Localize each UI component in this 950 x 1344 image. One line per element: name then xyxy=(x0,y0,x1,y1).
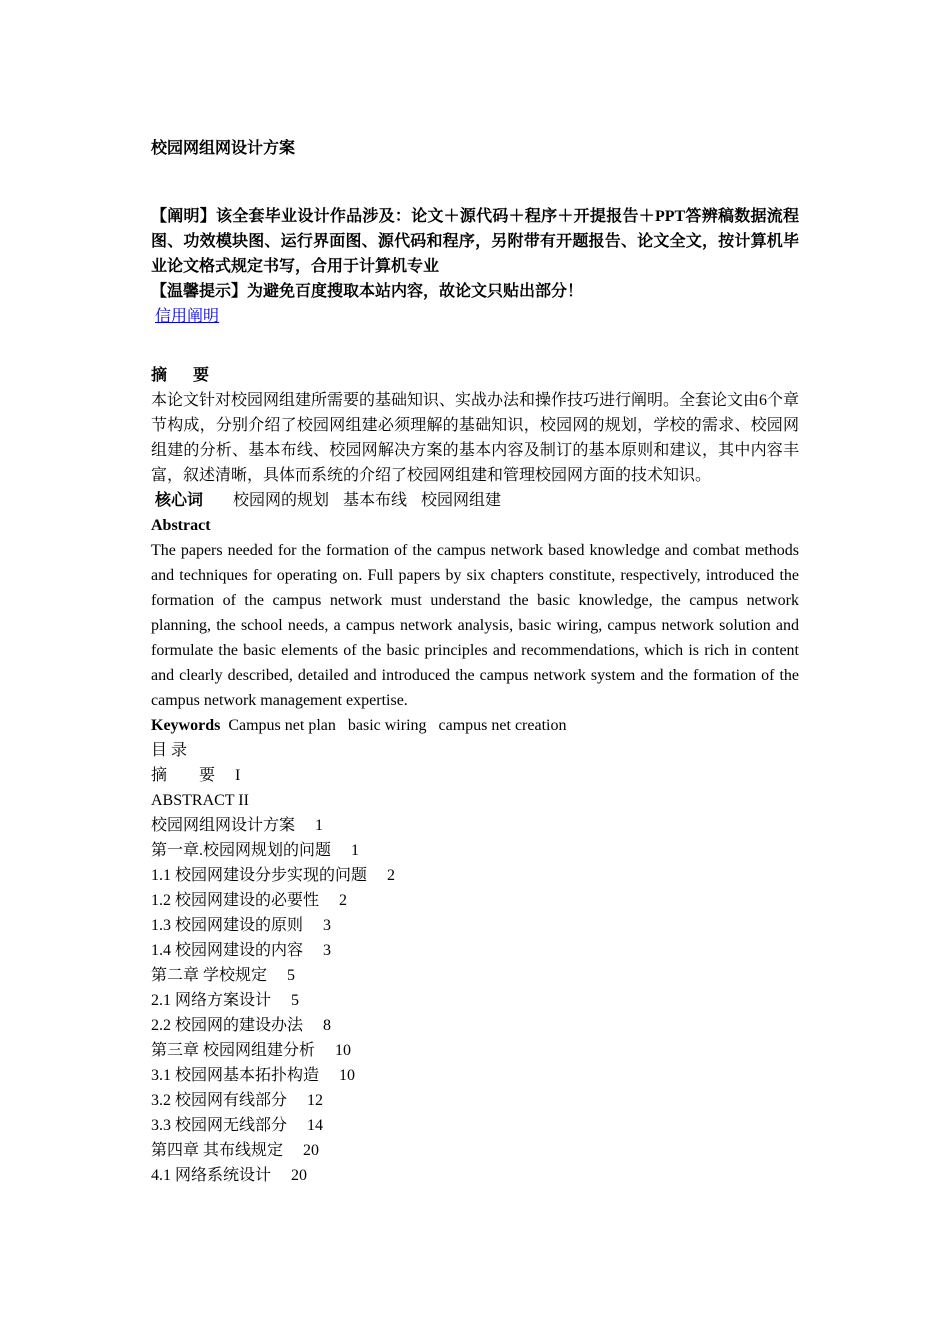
statement-label: 【阐明】 xyxy=(151,208,217,225)
toc-entry: 第三章 校园网组建分析 10 xyxy=(151,1042,352,1059)
toc-entry: 1.2 校园网建设的必要性 2 xyxy=(151,892,348,909)
toc-entry: 1.3 校园网建设的原则 3 xyxy=(151,917,332,934)
credit-statement-link[interactable]: 信用阐明 xyxy=(155,308,220,325)
toc-entry: 校园网组网设计方案 1 xyxy=(151,817,324,834)
toc-entry: 第四章 其布线规定 20 xyxy=(151,1142,320,1159)
toc-entry: ABSTRACT II xyxy=(151,792,249,809)
toc-entry: 2.1 网络方案设计 5 xyxy=(151,992,300,1009)
abstract-keywords xyxy=(151,713,799,738)
en-keywords-label: Keywords xyxy=(151,717,221,734)
summary-heading-char2: 要 xyxy=(193,367,210,384)
toc-entry: 摘 要 I xyxy=(151,767,241,784)
statement-text: 该全套毕业设计作品涉及：论文＋源代码＋程序＋开提报告＋PPT答辨稿数据流程图、功效模块图、运行界面图、源代码和程序，另附带有开题报告、论文全文，按计算机毕业论文格式规定书写，合用于计算机专业 xyxy=(151,208,799,275)
toc-heading: 目 录 xyxy=(151,742,188,759)
tip-paragraph xyxy=(151,279,799,304)
spacer xyxy=(151,329,799,363)
abstract-heading: Abstract xyxy=(151,517,211,534)
keyword: 基本布线 xyxy=(343,492,408,509)
keyword: 校园网组建 xyxy=(421,492,502,509)
tip-label: 【温馨提示】 xyxy=(151,283,248,300)
keyword: 校园网的规划 xyxy=(233,492,330,509)
statement-paragraph xyxy=(151,204,799,279)
toc-entry: 4.1 网络系统设计 20 xyxy=(151,1167,308,1184)
document-page xyxy=(151,136,799,1188)
summary-keywords xyxy=(151,488,799,513)
en-keyword: campus net creation xyxy=(438,717,567,734)
toc-entry: 3.3 校园网无线部分 14 xyxy=(151,1117,324,1134)
document-title: 校园网组网设计方案 xyxy=(151,140,296,157)
toc-list xyxy=(151,763,799,1188)
summary-heading-char1: 摘 xyxy=(151,367,168,384)
toc-entry: 1.4 校园网建设的内容 3 xyxy=(151,942,332,959)
summary-heading xyxy=(151,363,799,388)
credit-link-line xyxy=(151,304,799,329)
tip-text: 为避免百度搜取本站内容，故论文只贴出部分！ xyxy=(247,283,584,300)
en-keyword: basic wiring xyxy=(347,717,427,734)
en-keyword: Campus net plan xyxy=(228,717,336,734)
summary-body: 本论文针对校园网组建所需要的基础知识、实战办法和操作技巧进行阐明。全套论文由6个章节构成，分别介绍了校园网组建必须理解的基础知识，校园网的规划，学校的需求、校园网组建的分析、基本布线、校园网解决方案的基本内容及制订的基本原则和建议，其中内容丰富，叙述清晰，具体而系统的介绍了校园网组建和管理校园网方面的技术知识。 xyxy=(151,392,800,484)
toc-entry: 第二章 学校规定 5 xyxy=(151,967,296,984)
abstract-body: The papers needed for the formation of the campus network based knowledge and combat methods and techniques for operating on. Full papers by six chapters constitute, respectively, introduced the formation of the campus network must understand the basic knowledge, the campus network planning, the school needs, a campus network analysis, basic wiring, campus network solution and formulate the basic elements of the basic principles and recommendations, which is rich in content and clearly described, detailed and introduced the campus network system and the formation of the campus network management expertise. xyxy=(151,542,799,709)
toc-entry: 3.2 校园网有线部分 12 xyxy=(151,1092,324,1109)
keywords-label: 核心词 xyxy=(155,492,204,509)
toc-entry: 1.1 校园网建设分步实现的问题 2 xyxy=(151,867,396,884)
toc-entry: 2.2 校园网的建设办法 8 xyxy=(151,1017,332,1034)
toc-entry: 第一章.校园网规划的问题 1 xyxy=(151,842,360,859)
toc-entry: 3.1 校园网基本拓扑构造 10 xyxy=(151,1067,356,1084)
